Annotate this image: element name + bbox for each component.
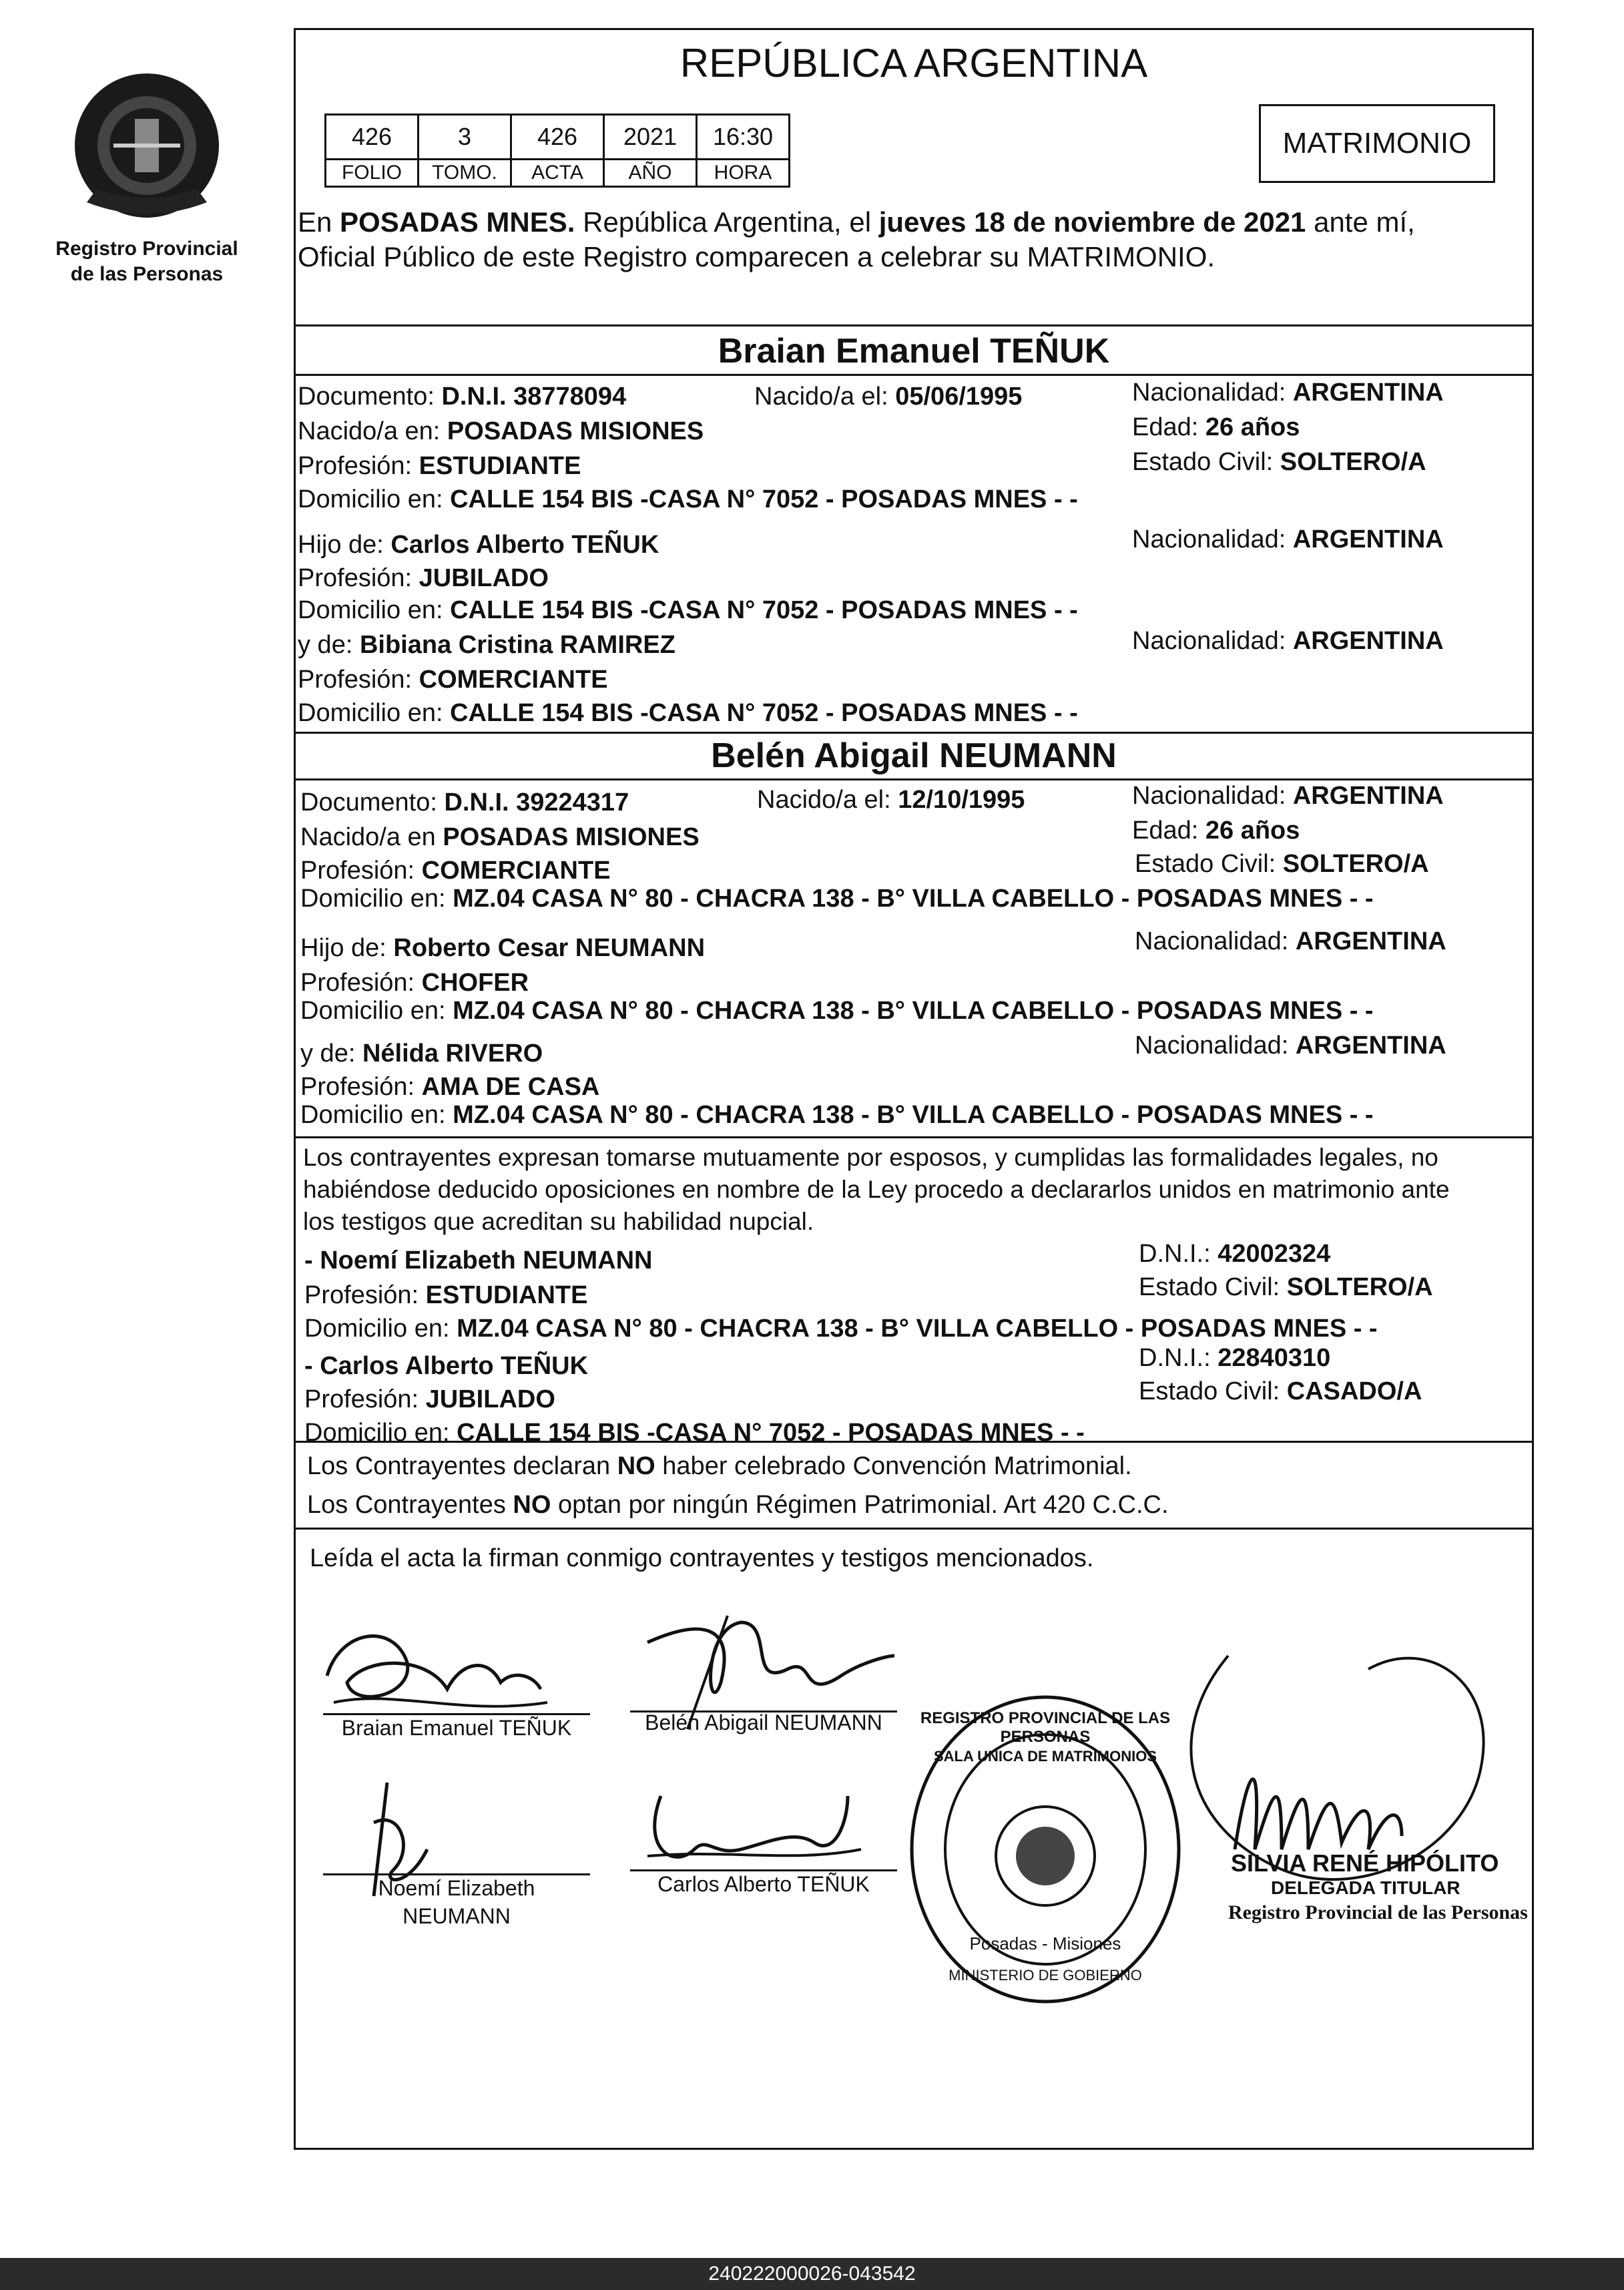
convention-line-1: Los Contrayentes declaran NO haber celebrado Convención Matrimonial. [307,1452,1132,1480]
spouse1-father-profession: Profesión: JUBILADO [298,564,549,592]
declaration-line-3: los testigos que acreditan su habilidad nupcial. [303,1208,814,1235]
divider-1 [294,324,1534,326]
document-code-bar [0,2258,1624,2290]
stamp-outer-text: REGISTRO PROVINCIAL DE LAS PERSONAS [920,1709,1171,1746]
anio-value: 2021 [604,115,697,160]
spouse2-mother-profession: Profesión: AMA DE CASA [300,1073,600,1101]
signature-label-3b: NEUMANN [402,1904,511,1928]
tomo-value: 3 [419,115,511,160]
spouse2-mother: y de: Nélida RIVERO [300,1040,543,1068]
spouse1-name: Braian Emanuel TEÑUK [718,332,1110,371]
spouse2-age: Edad: 26 años [1132,817,1300,845]
document-code: 240222000026-043542 [708,2263,916,2285]
spouse1-age: Edad: 26 años [1132,413,1300,441]
spouse2-born-date: Nacido/a el: 12/10/1995 [757,786,1025,814]
declaration-line-2: habiéndose deducido oposiciones en nombre de la Ley procedo a declararlos unidos en matrimonio ante [303,1176,1450,1203]
official-name: SILVIA RENÉ HIPÓLITO [1231,1849,1499,1877]
spouse1-document: Documento: D.N.I. 38778094 [298,383,627,411]
divider-7 [294,1528,1534,1530]
official-role: DELEGADA TITULAR [1271,1877,1460,1898]
folio-value: 426 [326,115,419,160]
divider-2 [294,374,1534,376]
intro-line-2: Oficial Público de este Registro comparecen a celebrar su MATRIMONIO. [298,241,1215,272]
spouse1-mother-nationality: Nacionalidad: ARGENTINA [1132,627,1444,655]
doc-type-box [1259,104,1495,183]
signature-label-4: Carlos Alberto TEÑUK [657,1872,870,1896]
agency-name-line2: de las Personas [70,263,224,285]
spouse1-father-address: Domicilio en: CALLE 154 BIS -CASA N° 7052 - POSADAS MNES - - [298,596,1078,624]
witness2-profession: Profesión: JUBILADO [304,1385,555,1413]
signature-carlos [634,1769,888,1876]
spouse1-birthplace: Nacido/a en: POSADAS MISIONES [298,417,704,445]
spouse2-father: Hijo de: Roberto Cesar NEUMANN [300,934,706,962]
hora-value: 16:30 [697,115,790,160]
divider-4 [294,778,1534,780]
spouse2-mother-nationality: Nacionalidad: ARGENTINA [1135,1032,1446,1060]
agency-name-line1: Registro Provincial [55,238,238,260]
spouse1-profession: Profesión: ESTUDIANTE [298,452,581,480]
official-org: Registro Provincial de las Personas [1228,1901,1528,1923]
declaration-line-1: Los contrayentes expresan tomarse mutuamente por esposos, y cumplidas las formalidades legales, no [303,1144,1438,1171]
stamp-inner-text: SALA UNICA DE MATRIMONIOS [933,1748,1157,1765]
witness1-profession: Profesión: ESTUDIANTE [304,1281,588,1309]
spouse1-mother: y de: Bibiana Cristina RAMIREZ [298,631,675,659]
witness1-civil-status: Estado Civil: SOLTERO/A [1139,1273,1433,1301]
spouse2-birthplace: Nacido/a en POSADAS MISIONES [300,823,700,851]
witness2-dni: D.N.I.: 22840310 [1139,1344,1331,1372]
signature-label-3a: Noemí Elizabeth [378,1876,535,1900]
intro-line-1: En POSADAS MNES. República Argentina, el jueves 18 de noviembre de 2021 ante mí, [298,206,1415,238]
signature-braian [314,1616,594,1723]
hora-label: HORA [697,160,790,187]
acta-label: ACTA [511,160,604,187]
convention-line-2: Los Contrayentes NO optan por ningún Régimen Patrimonial. Art 420 C.C.C. [307,1491,1169,1519]
spouse1-address: Domicilio en: CALLE 154 BIS -CASA N° 7052 - POSADAS MNES - - [298,485,1078,513]
spouse1-civil-status: Estado Civil: SOLTERO/A [1132,448,1426,476]
divider-5 [294,1136,1534,1138]
spouse2-father-address: Domicilio en: MZ.04 CASA N° 80 - CHACRA 138 - B° VILLA CABELLO - POSADAS MNES - - [300,997,1374,1025]
witness1-dni: D.N.I.: 42002324 [1139,1240,1331,1268]
tomo-label: TOMO. [419,160,511,187]
witness1-address: Domicilio en: MZ.04 CASA N° 80 - CHACRA 138 - B° VILLA CABELLO - POSADAS MNES - - [304,1315,1378,1343]
spouse1-father: Hijo de: Carlos Alberto TEÑUK [298,531,659,559]
spouse2-father-profession: Profesión: CHOFER [300,969,529,997]
document-title: REPÚBLICA ARGENTINA [680,41,1148,85]
agency-logo [60,59,234,232]
registry-meta-table [324,113,790,188]
spouse2-name: Belén Abigail NEUMANN [711,736,1117,775]
spouse2-mother-address: Domicilio en: MZ.04 CASA N° 80 - CHACRA 138 - B° VILLA CABELLO - POSADAS MNES - - [300,1101,1374,1129]
divider-3 [294,732,1534,734]
spouse2-address: Domicilio en: MZ.04 CASA N° 80 - CHACRA 138 - B° VILLA CABELLO - POSADAS MNES - - [300,885,1374,913]
spouse1-born-date: Nacido/a el: 05/06/1995 [754,383,1023,411]
spouse2-document: Documento: D.N.I. 39224317 [300,788,629,817]
witness2-address: Domicilio en: CALLE 154 BIS -CASA N° 7052 - POSADAS MNES - - [304,1419,1085,1447]
spouse2-profession: Profesión: COMERCIANTE [300,857,611,885]
spouse2-nationality: Nacionalidad: ARGENTINA [1132,782,1444,810]
spouse2-father-nationality: Nacionalidad: ARGENTINA [1135,927,1446,955]
spouse1-father-nationality: Nacionalidad: ARGENTINA [1132,525,1444,553]
spouse1-mother-address: Domicilio en: CALLE 154 BIS -CASA N° 7052 - POSADAS MNES - - [298,699,1078,727]
acta-value: 426 [511,115,604,160]
witness2-civil-status: Estado Civil: CASADO/A [1139,1377,1422,1405]
stamp-bottom-text: Posadas - Misiones [969,1933,1121,1954]
reading-statement: Leída el acta la firman conmigo contrayentes y testigos mencionados. [310,1544,1094,1572]
doc-type: MATRIMONIO [1282,127,1472,160]
witness1-name: - Noemí Elizabeth NEUMANN [304,1246,653,1275]
spouse1-mother-profession: Profesión: COMERCIANTE [298,666,608,694]
spouse2-civil-status: Estado Civil: SOLTERO/A [1135,850,1429,878]
folio-label: FOLIO [326,160,419,187]
stamp-ministry-text: MINISTERIO DE GOBIERNO [949,1967,1142,1984]
signature-line-4 [630,1869,897,1871]
witness2-name: - Carlos Alberto TEÑUK [304,1352,589,1380]
province-seal-icon [60,59,234,232]
signature-line-1 [323,1713,590,1715]
anio-label: AÑO [604,160,697,187]
divider-6 [294,1441,1534,1443]
signature-label-2: Belén Abigail NEUMANN [645,1710,882,1735]
spouse1-nationality: Nacionalidad: ARGENTINA [1132,379,1444,407]
signature-label-1: Braian Emanuel TEÑUK [341,1716,572,1740]
signature-line-3 [323,1873,590,1875]
